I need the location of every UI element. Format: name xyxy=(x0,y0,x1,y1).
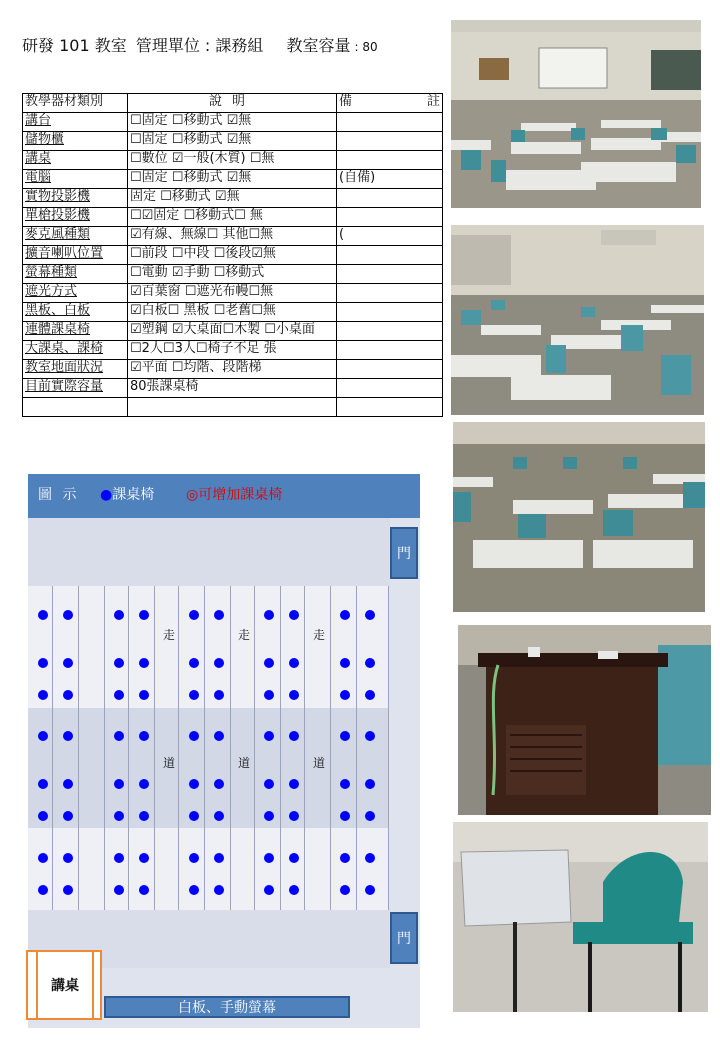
room-name: 研發 101 教室 xyxy=(22,36,127,55)
table-row xyxy=(23,303,443,322)
seat-dot xyxy=(63,811,73,821)
description-cell: ☑有線、無線☐ 其他☐無 xyxy=(128,227,337,246)
seat-dot xyxy=(189,811,199,821)
table-row xyxy=(23,341,443,360)
equipment-table xyxy=(22,93,443,417)
seat-dot xyxy=(340,779,350,789)
table-row xyxy=(23,360,443,379)
legend-seat-text: 課桌椅 xyxy=(112,487,155,503)
seat-dot xyxy=(114,658,124,668)
category-cell: 單槍投影機 xyxy=(23,208,128,227)
seat-dot xyxy=(114,885,124,895)
category-cell: 遮光方式 xyxy=(23,284,128,303)
column-divider xyxy=(128,586,129,910)
aisle-label-bottom: 道 xyxy=(313,756,326,770)
column-divider xyxy=(254,586,255,910)
category-cell: 電腦 xyxy=(23,170,128,189)
seat-dot xyxy=(289,658,299,668)
aisle-label-bottom: 道 xyxy=(163,756,176,770)
seat-dot xyxy=(139,690,149,700)
seat-dot xyxy=(114,779,124,789)
seat-dot xyxy=(139,658,149,668)
table-row xyxy=(23,151,443,170)
seat-dot xyxy=(264,658,274,668)
aisle-label-top: 走 xyxy=(163,628,176,642)
seat-dot xyxy=(365,658,375,668)
seat-dot xyxy=(365,610,375,620)
seat-dot xyxy=(340,731,350,741)
seat-dot xyxy=(114,731,124,741)
seat-dot xyxy=(340,658,350,668)
seat-dot xyxy=(340,690,350,700)
description-cell: ☐固定 ☐移動式 ☑無 xyxy=(128,113,337,132)
seat-dot xyxy=(289,731,299,741)
seat-dot xyxy=(264,853,274,863)
seat-dot xyxy=(189,853,199,863)
column-divider xyxy=(78,586,79,910)
description-cell: ☐電動 ☑手動 ☐移動式 xyxy=(128,265,337,284)
category-cell: 麥克風種類 xyxy=(23,227,128,246)
seat-dot xyxy=(38,779,48,789)
description-cell: ☑百葉窗 ☐遮光布幔☐無 xyxy=(128,284,337,303)
seat-dot xyxy=(139,853,149,863)
table-row xyxy=(23,246,443,265)
seat-dot xyxy=(63,885,73,895)
table-row xyxy=(23,398,443,417)
seat-dot xyxy=(139,779,149,789)
seat-dot xyxy=(340,853,350,863)
seat-dot xyxy=(38,658,48,668)
classroom-photo-side xyxy=(451,225,704,415)
table-row xyxy=(23,379,443,398)
table-row xyxy=(23,189,443,208)
column-divider xyxy=(230,586,231,910)
seat-dot xyxy=(38,885,48,895)
note-cell: (自備) xyxy=(337,170,443,189)
table-row xyxy=(23,113,443,132)
note-cell xyxy=(337,265,443,284)
seat-dot xyxy=(63,690,73,700)
description-cell: 固定 ☐移動式 ☑無 xyxy=(128,189,337,208)
seat-dot xyxy=(139,885,149,895)
seat-dot xyxy=(114,610,124,620)
description-cell: ☑平面 ☐均階、段階梯 xyxy=(128,360,337,379)
seating-band xyxy=(28,708,388,828)
podium-label: 講桌 xyxy=(36,950,94,1020)
table-row xyxy=(23,227,443,246)
classroom-photo-front xyxy=(451,20,701,208)
column-divider xyxy=(52,586,53,910)
podium-photo xyxy=(458,625,711,815)
capacity-label: 教室容量 xyxy=(286,36,351,55)
seat-dot xyxy=(289,690,299,700)
note-cell xyxy=(337,208,443,227)
door-front[interactable]: 門 xyxy=(390,527,418,579)
note-cell xyxy=(337,398,443,417)
category-cell: 黑板、白板 xyxy=(23,303,128,322)
seat-dot xyxy=(38,853,48,863)
seat-dot xyxy=(264,731,274,741)
category-cell: 螢幕種類 xyxy=(23,265,128,284)
seat-dot xyxy=(189,610,199,620)
seat-dot xyxy=(365,779,375,789)
column-divider xyxy=(304,586,305,910)
aisle-label-top: 走 xyxy=(238,628,251,642)
column-divider xyxy=(330,586,331,910)
seating-band xyxy=(28,586,388,708)
seat-dot xyxy=(340,610,350,620)
seat-dot xyxy=(264,690,274,700)
description-cell xyxy=(128,398,337,417)
seat-dot xyxy=(264,779,274,789)
note-cell xyxy=(337,303,443,322)
seat-dot xyxy=(365,690,375,700)
seat-dot xyxy=(340,811,350,821)
seat-dot xyxy=(189,690,199,700)
category-cell: 講桌 xyxy=(23,151,128,170)
category-cell: 擴音喇叭位置 xyxy=(23,246,128,265)
seat-dot xyxy=(38,731,48,741)
seat-dot xyxy=(289,779,299,789)
column-divider xyxy=(154,586,155,910)
note-cell: ( xyxy=(337,227,443,246)
seat-dot xyxy=(189,731,199,741)
table-row xyxy=(23,208,443,227)
seating-band xyxy=(28,828,388,910)
seat-dot xyxy=(365,731,375,741)
description-cell: ☐前段 ☐中段 ☐後段☑無 xyxy=(128,246,337,265)
legend-title: 圖 示 xyxy=(38,487,80,503)
description-cell: ☐☑固定 ☐移動式☐ 無 xyxy=(128,208,337,227)
table-row xyxy=(23,170,443,189)
category-cell: 教室地面狀況 xyxy=(23,360,128,379)
floor-plan-legend xyxy=(28,474,420,518)
seat-dot xyxy=(214,610,224,620)
header-category: 教學器材類別 xyxy=(23,94,128,113)
seat-dot xyxy=(214,853,224,863)
legend-seat xyxy=(100,484,154,504)
seat-dot xyxy=(214,885,224,895)
column-divider xyxy=(388,586,389,910)
seat-dot xyxy=(289,811,299,821)
note-cell xyxy=(337,151,443,170)
seat-dot xyxy=(38,811,48,821)
note-cell xyxy=(337,113,443,132)
description-cell: ☐固定 ☐移動式 ☑無 xyxy=(128,132,337,151)
seat-dot xyxy=(365,853,375,863)
seat-dot xyxy=(189,658,199,668)
category-cell xyxy=(23,398,128,417)
note-cell xyxy=(337,284,443,303)
podium xyxy=(26,950,102,1020)
note-cell xyxy=(337,132,443,151)
front-band xyxy=(28,518,390,586)
classroom-photo-rear xyxy=(453,422,705,612)
aisle-label-bottom: 道 xyxy=(238,756,251,770)
category-cell: 講台 xyxy=(23,113,128,132)
category-cell: 大課桌、課椅 xyxy=(23,341,128,360)
seat-dot xyxy=(214,731,224,741)
seat-dot xyxy=(63,853,73,863)
seat-dot xyxy=(365,811,375,821)
seat-dot xyxy=(289,853,299,863)
note-cell xyxy=(337,379,443,398)
seat-dot xyxy=(289,885,299,895)
description-cell: ☑白板☐ 黑板 ☐老舊☐無 xyxy=(128,303,337,322)
seat-dot xyxy=(63,658,73,668)
category-cell: 實物投影機 xyxy=(23,189,128,208)
seat-dot xyxy=(139,811,149,821)
note-cell xyxy=(337,246,443,265)
aisle-label-top: 走 xyxy=(313,628,326,642)
seat-dot xyxy=(214,690,224,700)
note-cell xyxy=(337,189,443,208)
category-cell: 儲物櫃 xyxy=(23,132,128,151)
column-divider xyxy=(356,586,357,910)
seat-dot xyxy=(189,885,199,895)
description-cell: ☐2人☐3人☐椅子不足 張 xyxy=(128,341,337,360)
seat-dot xyxy=(139,610,149,620)
header-note: 備註 xyxy=(337,94,443,113)
seat-dot xyxy=(214,811,224,821)
capacity-value: : 80 xyxy=(354,40,378,54)
seat-dot xyxy=(114,690,124,700)
table-row xyxy=(23,284,443,303)
category-cell: 連體課桌椅 xyxy=(23,322,128,341)
note-cell xyxy=(337,360,443,379)
seat-dot xyxy=(264,610,274,620)
seat-dot xyxy=(38,690,48,700)
table-row xyxy=(23,132,443,151)
header-description: 說明 xyxy=(128,94,337,113)
description-cell: ☑塑鋼 ☑大桌面☐木製 ☐小桌面 xyxy=(128,322,337,341)
door-rear[interactable]: 門 xyxy=(390,912,418,964)
table-row xyxy=(23,265,443,284)
seat-dot xyxy=(63,731,73,741)
category-cell: 目前實際容量 xyxy=(23,379,128,398)
seat-dot xyxy=(38,610,48,620)
seat-dot xyxy=(214,779,224,789)
seat-dot xyxy=(114,811,124,821)
seat-dot xyxy=(63,779,73,789)
seat-dot xyxy=(264,885,274,895)
desk-chair-photo xyxy=(453,822,708,1012)
column-divider xyxy=(178,586,179,910)
legend-add-seat: ◎可增加課桌椅 xyxy=(186,487,283,503)
management-unit: 管理單位 : 課務組 xyxy=(135,36,264,55)
column-divider xyxy=(204,586,205,910)
room-header xyxy=(22,33,382,56)
note-cell xyxy=(337,322,443,341)
seat-dot xyxy=(63,610,73,620)
seat-dot xyxy=(114,853,124,863)
seat-dot xyxy=(264,811,274,821)
note-cell xyxy=(337,341,443,360)
description-cell: 80張課桌椅 xyxy=(128,379,337,398)
seat-dot xyxy=(365,885,375,895)
column-divider xyxy=(280,586,281,910)
table-header-row xyxy=(23,94,443,113)
seat-dot xyxy=(214,658,224,668)
seat-dot xyxy=(340,885,350,895)
seat-dot xyxy=(289,610,299,620)
description-cell: ☐固定 ☐移動式 ☑無 xyxy=(128,170,337,189)
whiteboard-screen: 白板、手動螢幕 xyxy=(104,996,350,1018)
column-divider xyxy=(104,586,105,910)
seat-dot xyxy=(139,731,149,741)
seat-dot xyxy=(189,779,199,789)
table-row xyxy=(23,322,443,341)
description-cell: ☐數位 ☑一般(木質) ☐無 xyxy=(128,151,337,170)
legend-seat-bullet: ● xyxy=(100,487,113,503)
